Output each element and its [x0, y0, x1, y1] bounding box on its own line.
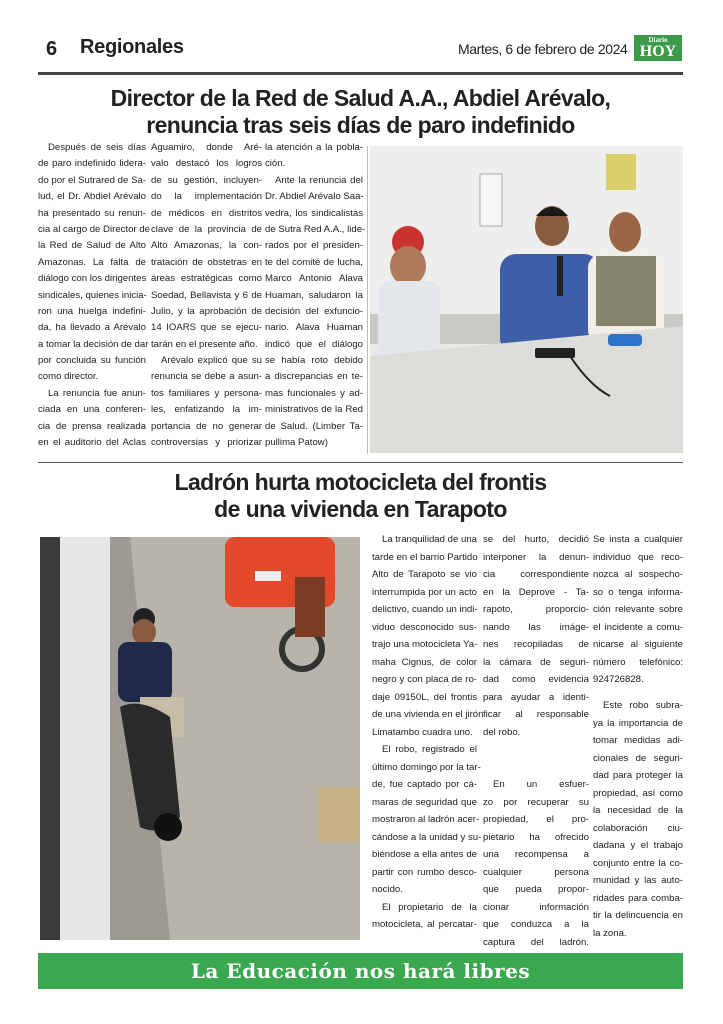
text-line: 924726828.	[593, 674, 644, 685]
text-line: de paro indefinido lidera-	[38, 158, 146, 170]
text-line: Alto de Tarapoto se vio	[372, 569, 477, 580]
text-line: se del hurto, decidió	[483, 534, 589, 545]
text-line: diálogo con los dirigentes	[38, 273, 147, 285]
text-line: cándose a la unidad y su-	[372, 831, 482, 843]
text-line: El propietario de la	[382, 901, 477, 913]
text-line: de Salud. (Limber Ta-	[265, 420, 363, 432]
text-line: se había roto debido	[265, 355, 363, 367]
paragraph	[265, 140, 363, 173]
text-line: cionales de seguri-	[593, 752, 683, 764]
text-line: la zona.	[593, 927, 627, 939]
paragraph	[151, 353, 262, 451]
text-line: maha Cignus, de color	[372, 656, 477, 668]
text-line: del robo.	[483, 726, 521, 738]
text-line: nocido.	[372, 884, 403, 895]
page-number: 6	[46, 38, 58, 60]
text-line: Alto Amazonas, la con-	[151, 240, 262, 252]
text-line: munidad y las auto-	[593, 875, 683, 887]
text-line: daje 09150L, del frontis	[372, 691, 477, 703]
text-line: dadana y el trabajo	[593, 840, 683, 852]
text-line: cia de prensa realizada	[38, 420, 146, 432]
article1-headline	[38, 85, 683, 139]
article2-column-1	[372, 531, 484, 934]
text-line: do la implementación	[151, 191, 262, 203]
text-line: ministrativos de la Red	[265, 404, 363, 416]
text-line: el incidente a comu-	[593, 621, 683, 633]
press-conference-photo	[370, 146, 683, 453]
text-line: zo por recuperar su	[483, 796, 589, 808]
text-line: mas funcionales y ad-	[265, 387, 363, 399]
text-line: pullima Patow)	[265, 437, 328, 449]
text-line: tratación de obstetras en	[151, 256, 262, 268]
article-divider	[38, 462, 683, 463]
text-line: número telefónico:	[593, 656, 683, 668]
text-line: El robo, registrado el	[382, 744, 477, 755]
text-line: renuncia se debe a asun-	[151, 371, 262, 383]
text-line: Aguamiro, donde Aré-	[151, 142, 262, 153]
text-line: ron una huelga indefini-	[38, 305, 146, 317]
text-line: te del comité de lucha,	[265, 256, 363, 268]
text-line: da, ha llevado a Arévalo	[38, 322, 146, 334]
text-line: la Red de Salud de Alto	[38, 240, 146, 252]
text-line: por concluida su función	[38, 355, 146, 367]
text-line: ha presentado su renun-	[38, 207, 146, 219]
text-line: captura del ladrón.	[483, 936, 589, 948]
text-line: 14 IOARS que se ejecu-	[151, 322, 262, 334]
paragraph	[38, 140, 150, 386]
text-line: nando las imáge-	[483, 621, 589, 633]
text-line: de una vivienda en el jirón	[372, 709, 484, 720]
text-line: ficar al responsable	[483, 709, 589, 720]
text-line: propiedad, así como	[593, 787, 683, 799]
column-divider	[367, 146, 368, 454]
text-line: en la Deprove - Ta-	[483, 586, 589, 598]
text-line: áreas estratégicas como	[151, 273, 262, 285]
text-line: de médicos en distritos	[151, 207, 262, 219]
section-title: Regionales	[80, 36, 184, 58]
text-line: rapoto, proporcio-	[483, 604, 589, 615]
article2-column-2	[483, 531, 589, 951]
paragraph	[372, 899, 477, 934]
text-line: nicarse al siguiente	[593, 639, 683, 650]
text-line: ridades para comba-	[593, 892, 683, 904]
issue-date: Martes, 6 de febrero de 2024	[458, 41, 628, 57]
text-line: a tomar la decisión de dar	[38, 338, 149, 350]
text-line: de Sutra Red A.A., lide-	[265, 223, 366, 235]
text-line: lud, el Dr. Abdiel Arévalo	[38, 191, 146, 203]
text-line: Ante la renuncia del	[275, 174, 363, 186]
text-line: nozca al sospecho-	[593, 569, 683, 580]
text-line: de, fue captado por cá-	[372, 779, 477, 790]
paragraph	[593, 697, 683, 942]
text-line: a discrepancias en te-	[265, 371, 363, 383]
text-line: Este robo subra-	[603, 700, 683, 712]
text-line: tarán en el presente año.	[151, 338, 258, 350]
text-line: Julio, y la aprobación de	[151, 305, 262, 317]
text-line: so o tenga informa-	[593, 586, 683, 598]
text-line: último domingo por la tar-	[372, 761, 481, 773]
text-line: biéndose a ella antes de	[372, 849, 477, 860]
text-line: vedra, los sindicalistas	[265, 207, 363, 219]
text-line: Huaman, saludaron la	[265, 289, 363, 301]
text-line: Dr. Abdiel Arévalo Saa-	[265, 191, 364, 203]
security-camera-photo	[40, 537, 360, 940]
text-line: maras de seguridad que	[372, 796, 477, 808]
text-line: nes recopiladas de	[483, 639, 589, 650]
text-line: ción relevante sobre	[593, 604, 683, 615]
text-line: conjunto entre la co-	[593, 857, 683, 869]
paragraph	[151, 140, 262, 353]
text-line: decisión del exfuncio-	[265, 305, 363, 317]
text-line: motocicleta, al percatar-	[372, 919, 477, 930]
header-rule	[38, 72, 683, 75]
text-line: interrumpida por un acto	[372, 586, 477, 598]
article2-headline	[38, 469, 683, 523]
text-line: do por el Sutrared de Sa-	[38, 174, 146, 186]
text-line: una recompensa a	[483, 849, 589, 860]
text-line: controversias y priorizar	[151, 437, 262, 449]
paragraph	[38, 386, 146, 452]
text-line: cia correspondiente	[483, 569, 589, 580]
text-line: tarde en el barrio Partido	[372, 551, 478, 563]
text-line: cualquier persona	[483, 866, 589, 878]
paragraph	[372, 531, 484, 741]
text-line: La renuncia fue anun-	[48, 387, 146, 399]
paragraph	[265, 173, 366, 452]
text-line: tos familiares y persona-	[151, 387, 262, 399]
text-line: en el auditorio del Aclas	[38, 437, 146, 449]
text-line: La tranquilidad de una	[382, 534, 477, 545]
article1-column-3	[265, 140, 366, 451]
text-line: propiedad, el pro-	[483, 814, 589, 825]
text-line: como director.	[38, 371, 99, 383]
text-line: que pueda propor-	[483, 884, 589, 895]
headline-line: Director de la Red de Salud A.A., Abdiel Arévalo,	[110, 85, 611, 111]
text-line: colaboración ciu-	[593, 822, 683, 834]
text-line: Se insta a cualquier	[593, 534, 683, 545]
text-line: pietario ha ofrecido	[483, 831, 589, 843]
text-line: viduo desconocido sus-	[372, 621, 477, 633]
text-line: cionar información	[483, 901, 589, 913]
text-line: dad para proteger la	[593, 770, 683, 782]
text-line: Amazonas. La falta de	[38, 256, 146, 268]
paragraph	[593, 531, 683, 689]
text-line: Después de seis días	[48, 142, 146, 153]
text-line: negro y con placa de ro-	[372, 674, 477, 685]
text-line: para ayudar a identi-	[483, 691, 589, 703]
text-line: En un esfuer-	[493, 779, 589, 790]
text-line: rados por el presiden-	[265, 240, 363, 252]
text-line: tomar medidas adi-	[593, 735, 683, 747]
paragraph	[483, 776, 589, 951]
headline-line: renuncia tras seis días de paro indefinido	[146, 112, 575, 138]
logo-small-text: Diario	[648, 36, 668, 44]
text-line: que conduzca a la	[483, 919, 589, 930]
text-line: partir con rumbo desco-	[372, 866, 477, 878]
text-line: ciada en una conferen-	[38, 404, 146, 416]
article1-column-2	[151, 140, 262, 451]
text-line: la cámara de seguri-	[483, 656, 589, 668]
text-line: Marco Antonio Alava	[265, 273, 363, 285]
text-line: individuo que reco-	[593, 551, 683, 563]
text-line: Limatambo cuadra uno.	[372, 726, 473, 738]
paragraph	[483, 531, 589, 741]
text-line: mostraron al ladrón acer-	[372, 814, 480, 825]
text-line: cia al cargo de Director de	[38, 223, 150, 235]
text-line: Soedad, Bellavista y 6 de	[151, 289, 262, 301]
text-line: valo destacó los logros	[151, 158, 262, 170]
headline-line: Ladrón hurta motocicleta del frontis	[174, 469, 547, 495]
text-line: dad como evidencia	[483, 674, 589, 685]
text-line: de su gestión, incluyen-	[151, 174, 262, 186]
diario-hoy-logo	[634, 35, 682, 61]
text-line: delictivo, cuando un indi-	[372, 604, 478, 615]
text-line: clave de la provincia de	[151, 223, 262, 235]
headline-line: de una vivienda en Tarapoto	[214, 496, 507, 522]
logo-big-text: HOY	[639, 43, 677, 60]
text-line: Arévalo explicó que su	[161, 355, 262, 367]
footer-slogan-banner: La Educación nos hará libres	[38, 953, 683, 989]
text-line: trajo una motocicleta Ya-	[372, 639, 478, 650]
text-line: indicó que el diálogo	[265, 338, 363, 350]
text-line: les, enfatizando la im-	[151, 404, 262, 416]
text-line: la necesidad de la	[593, 805, 683, 817]
article1-column-1	[38, 140, 150, 451]
text-line: sindicales, quienes inicia-	[38, 289, 147, 301]
text-line: la atención a la pobla-	[265, 142, 363, 153]
text-line: tir la delincuencia en	[593, 910, 683, 922]
text-line: interponer la denun-	[483, 551, 589, 563]
paragraph	[372, 741, 482, 899]
text-line: ya la importancia de	[593, 717, 683, 729]
text-line: ción.	[265, 158, 286, 170]
article2-column-3	[593, 531, 683, 942]
text-line: nario. Alava Huaman	[265, 322, 363, 334]
text-line: portancia de no generar	[151, 420, 262, 432]
